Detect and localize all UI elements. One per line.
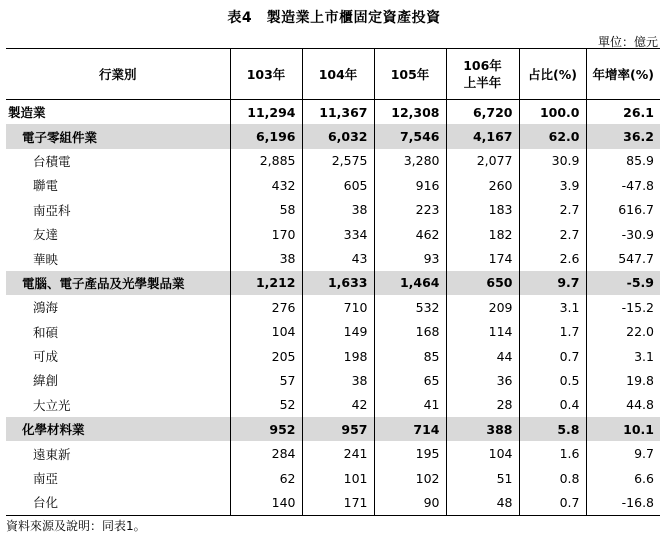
value-growth: 3.1 — [586, 344, 660, 368]
value-106-h1: 2,077 — [446, 149, 519, 173]
value-105: 7,546 — [374, 124, 446, 148]
value-105: 90 — [374, 490, 446, 515]
name-cell: 電子零組件業 — [6, 124, 230, 148]
name-cell: 化學材料業 — [6, 417, 230, 441]
value-103: 38 — [230, 246, 302, 270]
name-cell: 台積電 — [33, 153, 71, 169]
table-row — [6, 271, 660, 295]
value-104: 957 — [302, 417, 374, 441]
value-106-h1: 174 — [446, 246, 519, 270]
name-cell: 友達 — [33, 227, 59, 243]
value-share: 3.1 — [519, 295, 586, 319]
value-104: 101 — [302, 466, 374, 490]
value-104: 43 — [302, 246, 374, 270]
value-share: 1.6 — [519, 441, 586, 465]
value-105: 12,308 — [374, 100, 446, 125]
header-year-104: 104年 — [302, 49, 374, 100]
value-share: 1.7 — [519, 320, 586, 344]
value-growth: -30.9 — [586, 222, 660, 246]
value-103: 205 — [230, 344, 302, 368]
value-106-h1: 388 — [446, 417, 519, 441]
value-106-h1: 260 — [446, 173, 519, 197]
value-growth: 26.1 — [586, 100, 660, 125]
value-103: 104 — [230, 320, 302, 344]
value-103: 432 — [230, 173, 302, 197]
value-growth: 547.7 — [586, 246, 660, 270]
value-103: 276 — [230, 295, 302, 319]
value-growth: 9.7 — [586, 441, 660, 465]
table-row — [6, 320, 660, 344]
value-105: 65 — [374, 368, 446, 392]
table-row — [6, 441, 660, 465]
value-104: 1,633 — [302, 271, 374, 295]
value-growth: 85.9 — [586, 149, 660, 173]
header-year-105: 105年 — [374, 49, 446, 100]
value-growth: 19.8 — [586, 368, 660, 392]
header-year-106-line2: 上半年 — [463, 75, 502, 90]
value-106-h1: 209 — [446, 295, 519, 319]
value-growth: -16.8 — [586, 490, 660, 515]
value-103: 58 — [230, 198, 302, 222]
name-cell: 華映 — [33, 251, 59, 267]
value-105: 168 — [374, 320, 446, 344]
header-year-106-h1 — [446, 49, 519, 100]
value-104: 11,367 — [302, 100, 374, 125]
value-share: 2.7 — [519, 222, 586, 246]
table-row — [6, 295, 660, 319]
table-title: 表4 製造業上市櫃固定資產投資 — [227, 10, 441, 26]
table-row — [6, 466, 660, 490]
value-growth: 36.2 — [586, 124, 660, 148]
value-104: 2,575 — [302, 149, 374, 173]
table-row — [6, 222, 660, 246]
value-103: 284 — [230, 441, 302, 465]
value-106-h1: 44 — [446, 344, 519, 368]
value-104: 38 — [302, 198, 374, 222]
value-106-h1: 51 — [446, 466, 519, 490]
value-103: 62 — [230, 466, 302, 490]
value-104: 198 — [302, 344, 374, 368]
table-row — [6, 246, 660, 270]
value-105: 1,464 — [374, 271, 446, 295]
value-share: 0.7 — [519, 344, 586, 368]
value-105: 85 — [374, 344, 446, 368]
table-row — [6, 124, 660, 148]
value-105: 102 — [374, 466, 446, 490]
value-105: 3,280 — [374, 149, 446, 173]
value-103: 140 — [230, 490, 302, 515]
value-growth: -15.2 — [586, 295, 660, 319]
value-104: 334 — [302, 222, 374, 246]
name-cell: 製造業 — [8, 105, 46, 121]
table-row — [6, 149, 660, 173]
unit-label: 單位：億元 — [597, 35, 658, 49]
value-105: 195 — [374, 441, 446, 465]
table-row — [6, 173, 660, 197]
value-106-h1: 114 — [446, 320, 519, 344]
value-106-h1: 4,167 — [446, 124, 519, 148]
value-growth: 22.0 — [586, 320, 660, 344]
value-103: 170 — [230, 222, 302, 246]
header-year-103: 103年 — [230, 49, 302, 100]
value-share: 2.7 — [519, 198, 586, 222]
value-103: 57 — [230, 368, 302, 392]
value-106-h1: 104 — [446, 441, 519, 465]
name-cell: 電腦、電子產品及光學製品業 — [6, 271, 230, 295]
name-cell: 南亞 — [33, 471, 59, 487]
value-103: 6,196 — [230, 124, 302, 148]
value-105: 714 — [374, 417, 446, 441]
value-106-h1: 6,720 — [446, 100, 519, 125]
name-cell: 鴻海 — [33, 300, 59, 316]
value-104: 241 — [302, 441, 374, 465]
value-106-h1: 48 — [446, 490, 519, 515]
table-row — [6, 344, 660, 368]
value-share: 5.8 — [519, 417, 586, 441]
value-105: 41 — [374, 393, 446, 417]
value-growth: 44.8 — [586, 393, 660, 417]
table-row — [6, 393, 660, 417]
value-105: 223 — [374, 198, 446, 222]
value-share: 0.7 — [519, 490, 586, 515]
source-note: 資料來源及說明：同表1。 — [6, 519, 146, 533]
value-106-h1: 183 — [446, 198, 519, 222]
value-growth: 616.7 — [586, 198, 660, 222]
table-row — [6, 100, 660, 125]
value-103: 952 — [230, 417, 302, 441]
investment-table — [6, 48, 660, 516]
value-share: 0.5 — [519, 368, 586, 392]
value-105: 532 — [374, 295, 446, 319]
value-104: 42 — [302, 393, 374, 417]
value-share: 3.9 — [519, 173, 586, 197]
table-row — [6, 198, 660, 222]
name-cell: 聯電 — [33, 178, 59, 194]
value-104: 171 — [302, 490, 374, 515]
value-share: 2.6 — [519, 246, 586, 270]
value-share: 30.9 — [519, 149, 586, 173]
table-row — [6, 368, 660, 392]
value-105: 462 — [374, 222, 446, 246]
value-growth: 10.1 — [586, 417, 660, 441]
value-104: 149 — [302, 320, 374, 344]
value-106-h1: 650 — [446, 271, 519, 295]
value-103: 2,885 — [230, 149, 302, 173]
table-row — [6, 490, 660, 515]
header-growth: 年增率(%) — [586, 49, 660, 100]
value-105: 93 — [374, 246, 446, 270]
value-share: 9.7 — [519, 271, 586, 295]
value-103: 1,212 — [230, 271, 302, 295]
value-106-h1: 36 — [446, 368, 519, 392]
header-row — [6, 49, 660, 100]
value-growth: -5.9 — [586, 271, 660, 295]
name-cell: 南亞科 — [33, 202, 71, 218]
value-growth: 6.6 — [586, 466, 660, 490]
value-106-h1: 182 — [446, 222, 519, 246]
value-104: 38 — [302, 368, 374, 392]
value-104: 605 — [302, 173, 374, 197]
value-share: 62.0 — [519, 124, 586, 148]
value-share: 0.8 — [519, 466, 586, 490]
value-share: 100.0 — [519, 100, 586, 125]
name-cell: 和碩 — [33, 324, 59, 340]
value-103: 11,294 — [230, 100, 302, 125]
value-share: 0.4 — [519, 393, 586, 417]
value-106-h1: 28 — [446, 393, 519, 417]
header-industry: 行業別 — [6, 49, 230, 100]
value-growth: -47.8 — [586, 173, 660, 197]
name-cell: 大立光 — [33, 397, 71, 413]
name-cell: 緯創 — [33, 373, 59, 389]
value-103: 52 — [230, 393, 302, 417]
name-cell: 台化 — [6, 490, 230, 515]
header-share: 占比(%) — [519, 49, 586, 100]
name-cell: 遠東新 — [33, 446, 71, 462]
value-105: 916 — [374, 173, 446, 197]
table-row — [6, 417, 660, 441]
value-104: 710 — [302, 295, 374, 319]
header-year-106-line1: 106年 — [463, 58, 502, 73]
name-cell: 可成 — [33, 349, 59, 365]
value-104: 6,032 — [302, 124, 374, 148]
